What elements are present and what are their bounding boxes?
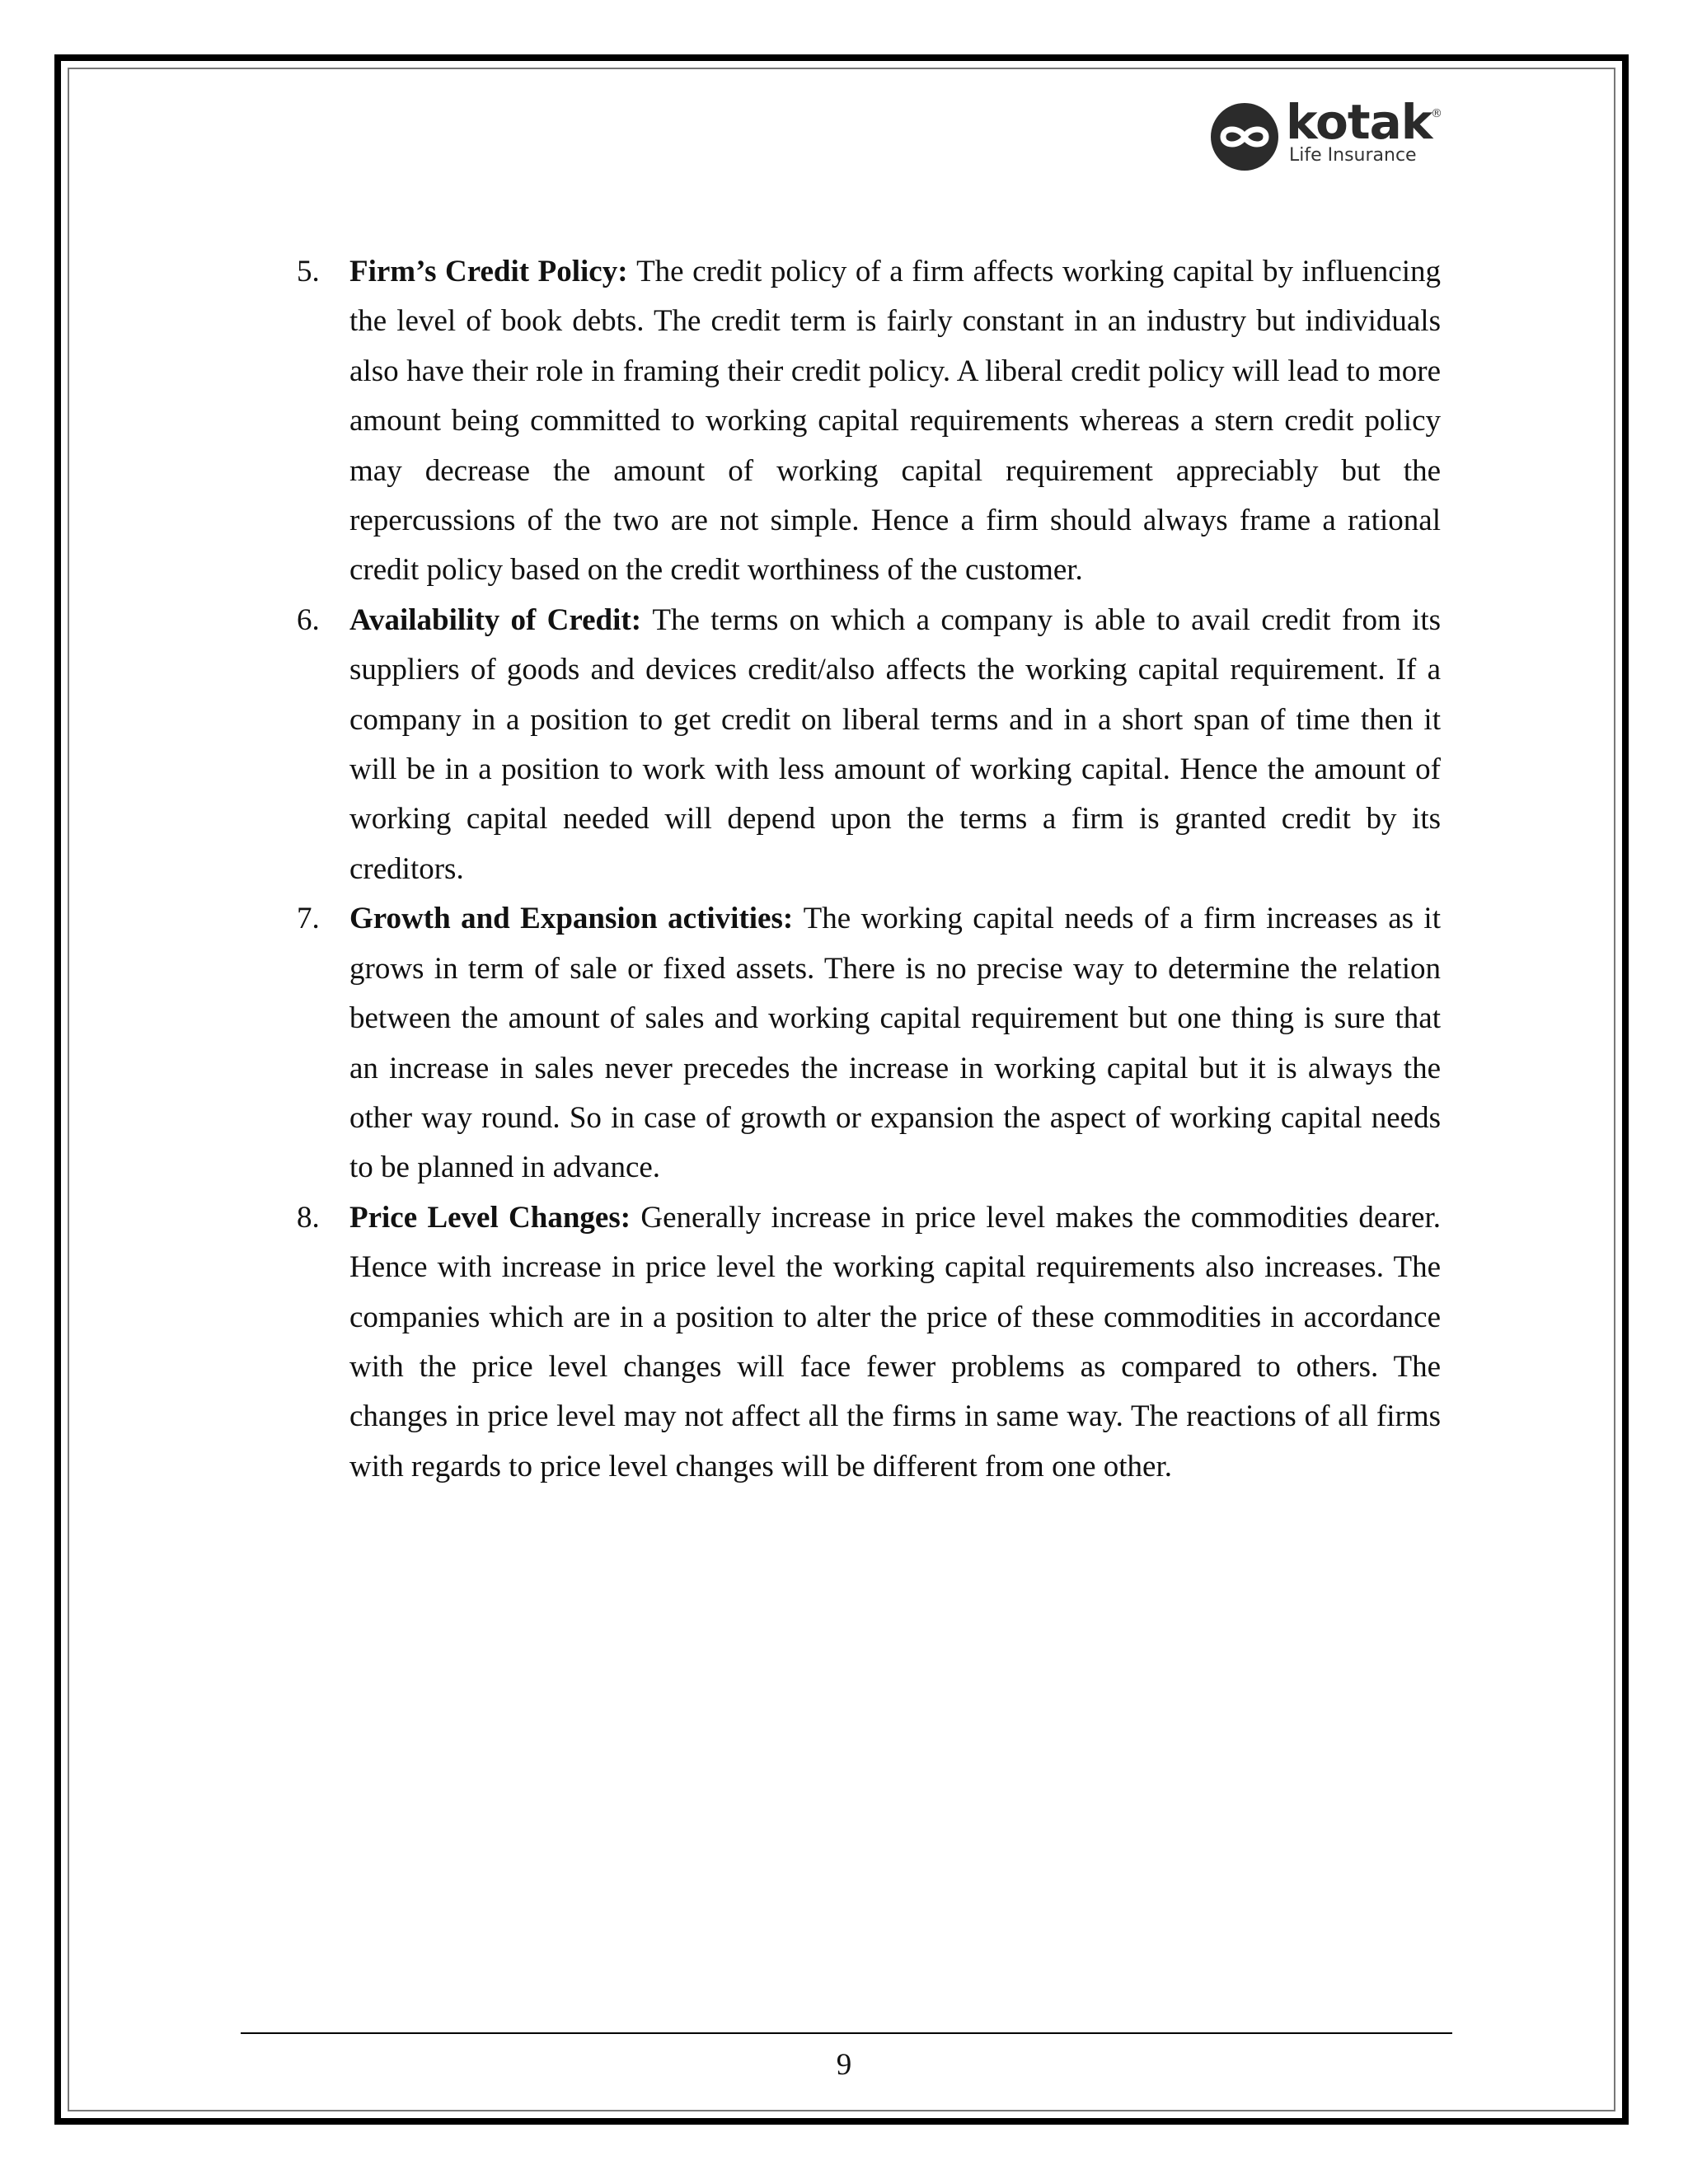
logo-wordmark: kotak	[1286, 94, 1432, 150]
infinity-icon	[1210, 102, 1279, 171]
list-item-title: Availability of Credit:	[349, 602, 653, 637]
kotak-logo	[1210, 94, 1442, 173]
list-number: 8.	[297, 1200, 320, 1235]
list-number: 5.	[297, 255, 320, 288]
page-number: 9	[836, 2048, 852, 2082]
list-item-text: Generally increase in price level makes the commodities dearer. Hence with increase in price level the working capital requirements also increases. The companies which are in a position to alter the price of these commodities in accordance with the price level changes will face fewer problems as compared to others. The changes in price level may not affect all the firms in same way. The reactions of all firms with regards to price level changes will be different from one other.	[349, 1200, 1441, 1483]
list-item-price-level-changes	[297, 1193, 1441, 1492]
list-number: 6.	[297, 602, 320, 637]
list-item-availability-of-credit	[297, 596, 1441, 894]
registered-mark: ®	[1431, 107, 1442, 120]
list-item-text: The terms on which a company is able to avail credit from its suppliers of goods and devices credit/also affects the working capital requirement. If a company in a position to get credit on liberal terms and in a short span of time then it will be in a position to work with less amount of working capital. Hence the amount of working capital needed will depend upon the terms a firm is granted credit by its creditors.	[349, 602, 1441, 886]
document-body	[297, 247, 1441, 1492]
list-item-text: The credit policy of a firm affects working capital by influencing the level of book debts. The credit term is fairly constant in an industry but individuals also have their role in framing their credit policy. A liberal credit policy will lead to more amount being committed to working capital requirements whereas a stern credit policy may decrease the amount of working capital requirement appreciably but the repercussions of the two are not simple. Hence a firm should always frame a rational credit policy based on the credit worthiness of the customer.	[349, 255, 1442, 588]
list-item-text: The working capital needs of a firm increases as it grows in term of sale or fixed assets. There is no precise way to determine the relation between the amount of sales and working capital requirement but one thing is sure that an increase in sales never precedes the increase in working capital but it is always the other way round. So in case of growth or expansion the aspect of working capital needs to be planned in advance.	[349, 902, 1441, 1185]
list-item-growth-and-expansion	[297, 894, 1441, 1193]
list-item-title: Growth and Expansion activities:	[349, 902, 804, 936]
list-item-firms-credit-policy	[297, 247, 1441, 596]
list-item-title: Firm’s Credit Policy:	[349, 255, 637, 288]
footer-divider	[241, 2032, 1452, 2034]
list-number: 7.	[297, 902, 320, 936]
logo-subtitle: Life Insurance	[1289, 145, 1417, 166]
list-item-title: Price Level Changes:	[349, 1200, 641, 1235]
factor-list	[297, 247, 1441, 1492]
